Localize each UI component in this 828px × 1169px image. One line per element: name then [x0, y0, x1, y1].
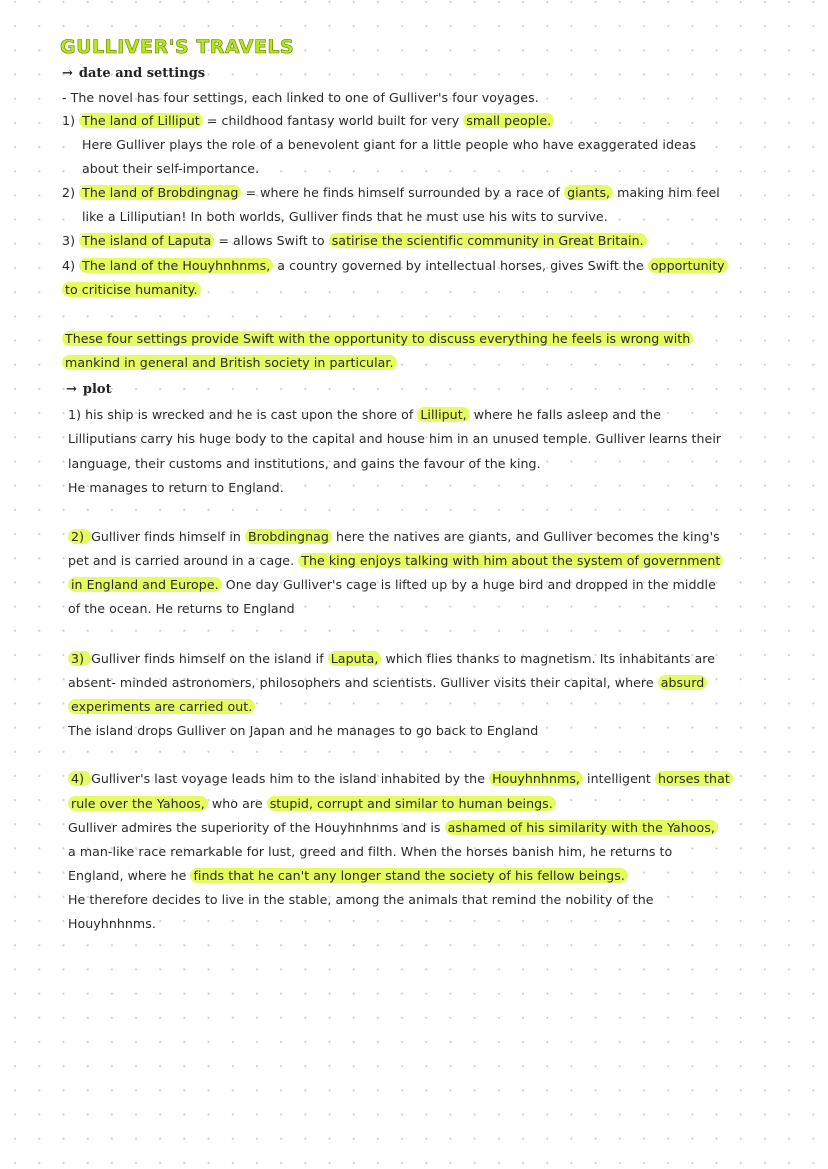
- highlight: These four settings provide Swift with the opportunity to discuss everything he feels is wrong with: [62, 331, 693, 346]
- highlight: horses that: [655, 771, 733, 786]
- text: Gulliver finds himself in: [91, 529, 245, 544]
- settings-line: [62, 111, 788, 133]
- plot-line: [68, 914, 788, 936]
- settings-line: [82, 159, 788, 181]
- plot-line: [68, 527, 788, 549]
- arrow-icon: →: [66, 382, 77, 397]
- plot-line: [68, 454, 788, 476]
- plot-line: [68, 673, 788, 695]
- text: Lilliputians carry his huge body to the capital and house him in an unused temple. Gulliver learns their: [68, 431, 722, 446]
- highlight: Brobdingnag: [245, 529, 332, 544]
- plot-line: [68, 478, 788, 500]
- plot-heading-label: plot: [82, 382, 112, 397]
- plot-line: [68, 575, 788, 597]
- text: of the ocean. He returns to England: [68, 601, 295, 616]
- text: who are: [207, 796, 267, 811]
- text: 1) his ship is wrecked and he is cast upon the shore of: [68, 407, 418, 422]
- settings-heading-label: date and settings: [78, 66, 206, 81]
- plot-line: [68, 429, 788, 451]
- text: = where he finds himself surrounded by a race of: [241, 185, 565, 200]
- plot-line: [68, 866, 788, 888]
- list-number: 3): [62, 233, 80, 248]
- plot-line: [68, 794, 788, 816]
- settings-line: [62, 256, 788, 278]
- highlight: opportunity: [648, 258, 728, 273]
- highlight: stupid, corrupt and similar to human beings.: [267, 796, 556, 811]
- settings-line: [62, 183, 788, 205]
- plot-line: [68, 649, 788, 671]
- highlight: experiments are carried out.: [68, 699, 255, 714]
- page-title: GULLIVER'S TRAVELS: [60, 36, 295, 58]
- highlight: Laputa,: [328, 651, 382, 666]
- settings-line: [62, 231, 788, 253]
- highlight: The island of Laputa: [79, 233, 214, 248]
- text: = allows Swift to: [214, 233, 329, 248]
- highlight: The land of Brobdingnag: [79, 185, 241, 200]
- highlight: Lilliput,: [417, 407, 469, 422]
- plot-line: [68, 551, 788, 573]
- highlight: The land of the Houyhnhnms,: [79, 258, 273, 273]
- text: = childhood fantasy world built for very: [202, 113, 464, 128]
- highlight: 4): [68, 771, 91, 786]
- highlight: in England and Europe.: [68, 577, 222, 592]
- text: language, their customs and institutions, and gains the favour of the king.: [68, 456, 541, 471]
- plot-line: [68, 890, 788, 912]
- text: One day Gulliver's cage is lifted up by a huge bird and dropped in the middle: [221, 577, 716, 592]
- settings-heading: [62, 66, 205, 81]
- text: about their self-importance.: [82, 161, 260, 176]
- text: Gulliver finds himself on the island if: [91, 651, 328, 666]
- text: Houyhnhnms.: [68, 916, 156, 931]
- plot-line: [68, 842, 788, 864]
- highlight: satirise the scientific community in Great Britain.: [329, 233, 647, 248]
- plot-line: [68, 721, 788, 743]
- summary-line: [62, 329, 788, 351]
- plot-line: [68, 769, 788, 791]
- highlight: absurd: [658, 675, 708, 690]
- highlight: The land of Lilliput: [79, 113, 203, 128]
- highlight: 2): [68, 529, 91, 544]
- settings-line: [62, 88, 788, 110]
- plot-heading: [66, 382, 112, 397]
- text: making him feel: [613, 185, 720, 200]
- plot-line: [68, 818, 788, 840]
- list-number: 4): [62, 258, 80, 273]
- summary-line: [62, 353, 788, 375]
- plot-line: [68, 599, 788, 621]
- highlight: mankind in general and British society in particular.: [62, 355, 397, 370]
- text: pet and is carried around in a cage.: [68, 553, 299, 568]
- plot-line: [68, 405, 788, 427]
- highlight: rule over the Yahoos,: [68, 796, 208, 811]
- text: The island drops Gulliver on Japan and he manages to go back to England: [68, 723, 539, 738]
- text: Gulliver admires the superiority of the Houyhnhnms and is: [68, 820, 445, 835]
- text: He therefore decides to live in the stable, among the animals that remind the nobility of the: [68, 892, 654, 907]
- plot-line: [68, 697, 788, 719]
- text: which flies thanks to magnetism. Its inhabitants are: [381, 651, 716, 666]
- highlight: to criticise humanity.: [62, 282, 201, 297]
- settings-line: [82, 135, 788, 157]
- highlight: Houyhnhnms,: [489, 771, 583, 786]
- text: Here Gulliver plays the role of a benevolent giant for a little people who have exaggerated ideas: [82, 137, 697, 152]
- text: where he falls asleep and the: [469, 407, 662, 422]
- list-number: 1): [62, 113, 80, 128]
- highlight: ashamed of his similarity with the Yahoos,: [445, 820, 718, 835]
- text: a country governed by intellectual horses, gives Swift the: [273, 258, 648, 273]
- text: He manages to return to England.: [68, 480, 284, 495]
- text: intelligent: [582, 771, 655, 786]
- highlight: small people.: [463, 113, 554, 128]
- text: a man-like race remarkable for lust, greed and filth. When the horses banish him, he returns to: [68, 844, 673, 859]
- arrow-icon: →: [62, 66, 73, 81]
- highlight: finds that he can't any longer stand the society of his fellow beings.: [190, 868, 627, 883]
- highlight: The king enjoys talking with him about the system of government: [298, 553, 723, 568]
- text: England, where he: [68, 868, 191, 883]
- highlight: giants,: [564, 185, 613, 200]
- settings-line: [62, 280, 788, 302]
- settings-line: [82, 207, 788, 229]
- text: absent- minded astronomers, philosophers and scientists. Gulliver visits their capital, where: [68, 675, 658, 690]
- list-number: 2): [62, 185, 80, 200]
- highlight: 3): [68, 651, 91, 666]
- text: Gulliver's last voyage leads him to the island inhabited by the: [91, 771, 490, 786]
- text: like a Lilliputian! In both worlds, Gulliver finds that he must use his wits to survive.: [82, 209, 608, 224]
- settings-intro: - The novel has four settings, each linked to one of Gulliver's four voyages.: [62, 90, 539, 105]
- text: here the natives are giants, and Gulliver becomes the king's: [331, 529, 720, 544]
